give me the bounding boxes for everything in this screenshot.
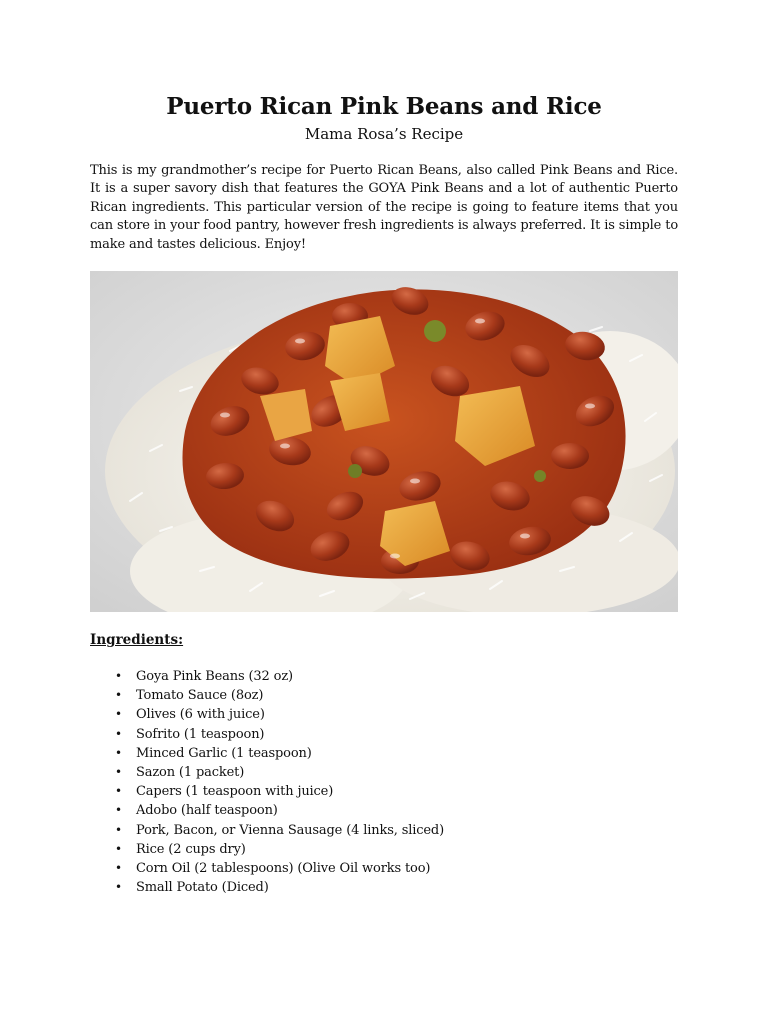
list-item xyxy=(90,744,444,763)
bullet-icon: • xyxy=(115,688,122,703)
ingredient-text: Sofrito (1 teaspoon) xyxy=(136,726,265,742)
list-item xyxy=(90,667,444,686)
list-item xyxy=(90,763,444,782)
ingredient-text: Adobo (half teaspoon) xyxy=(136,803,278,819)
bullet-icon: • xyxy=(115,669,122,683)
recipe-subtitle: Mama Rosa’s Recipe xyxy=(304,125,464,143)
ingredients-heading: Ingredients: xyxy=(90,632,184,648)
list-item xyxy=(90,705,444,724)
dish-photo xyxy=(90,271,678,612)
ingredient-text: Corn Oil (2 tablespoons) (Olive Oil works too) xyxy=(136,860,431,876)
bullet-icon: • xyxy=(115,880,122,895)
ingredient-text: Small Potato (Diced) xyxy=(136,880,269,896)
ingredient-text: Minced Garlic (1 teaspoon) xyxy=(136,745,312,761)
ingredients-list xyxy=(90,667,444,897)
ingredient-text: Tomato Sauce (8oz) xyxy=(136,688,264,704)
bullet-icon: • xyxy=(115,841,122,856)
ingredient-text: Sazon (1 packet) xyxy=(136,764,245,780)
list-item xyxy=(90,859,444,878)
list-item xyxy=(90,782,444,801)
list-item xyxy=(90,725,444,744)
intro-paragraph: This is my grandmother’s recipe for Puerto Rican Beans, also called Pink Beans and Rice. It is a super savory dish that features the GOYA Pink Beans and a lot of authentic Puerto Rican ingredients. This particular version of the recipe is going to feature items that you can store in your food pantry, however fresh ingredients is always preferred. It is simple to make and tastes delicious. Enjoy! xyxy=(90,163,678,252)
bullet-icon: • xyxy=(115,784,122,799)
bullet-icon: • xyxy=(115,707,122,722)
bullet-icon: • xyxy=(115,745,122,760)
ingredient-text: Olives (6 with juice) xyxy=(136,707,265,723)
recipe-title: Puerto Rican Pink Beans and Rice xyxy=(166,93,602,120)
bullet-icon: • xyxy=(115,860,122,875)
ingredient-text: Rice (2 cups dry) xyxy=(136,841,246,857)
list-item xyxy=(90,878,444,897)
bullet-icon: • xyxy=(115,822,122,837)
bullet-icon: • xyxy=(115,726,122,741)
list-item xyxy=(90,840,444,859)
ingredient-text: Capers (1 teaspoon with juice) xyxy=(136,784,334,800)
list-item xyxy=(90,801,444,820)
ingredient-text: Pork, Bacon, or Vienna Sausage (4 links, sliced) xyxy=(136,822,444,838)
list-item xyxy=(90,821,444,840)
bullet-icon: • xyxy=(115,803,122,818)
ingredient-text: Goya Pink Beans (32 oz) xyxy=(136,669,293,684)
dish-illustration xyxy=(90,271,678,612)
bullet-icon: • xyxy=(115,764,122,779)
list-item xyxy=(90,686,444,705)
